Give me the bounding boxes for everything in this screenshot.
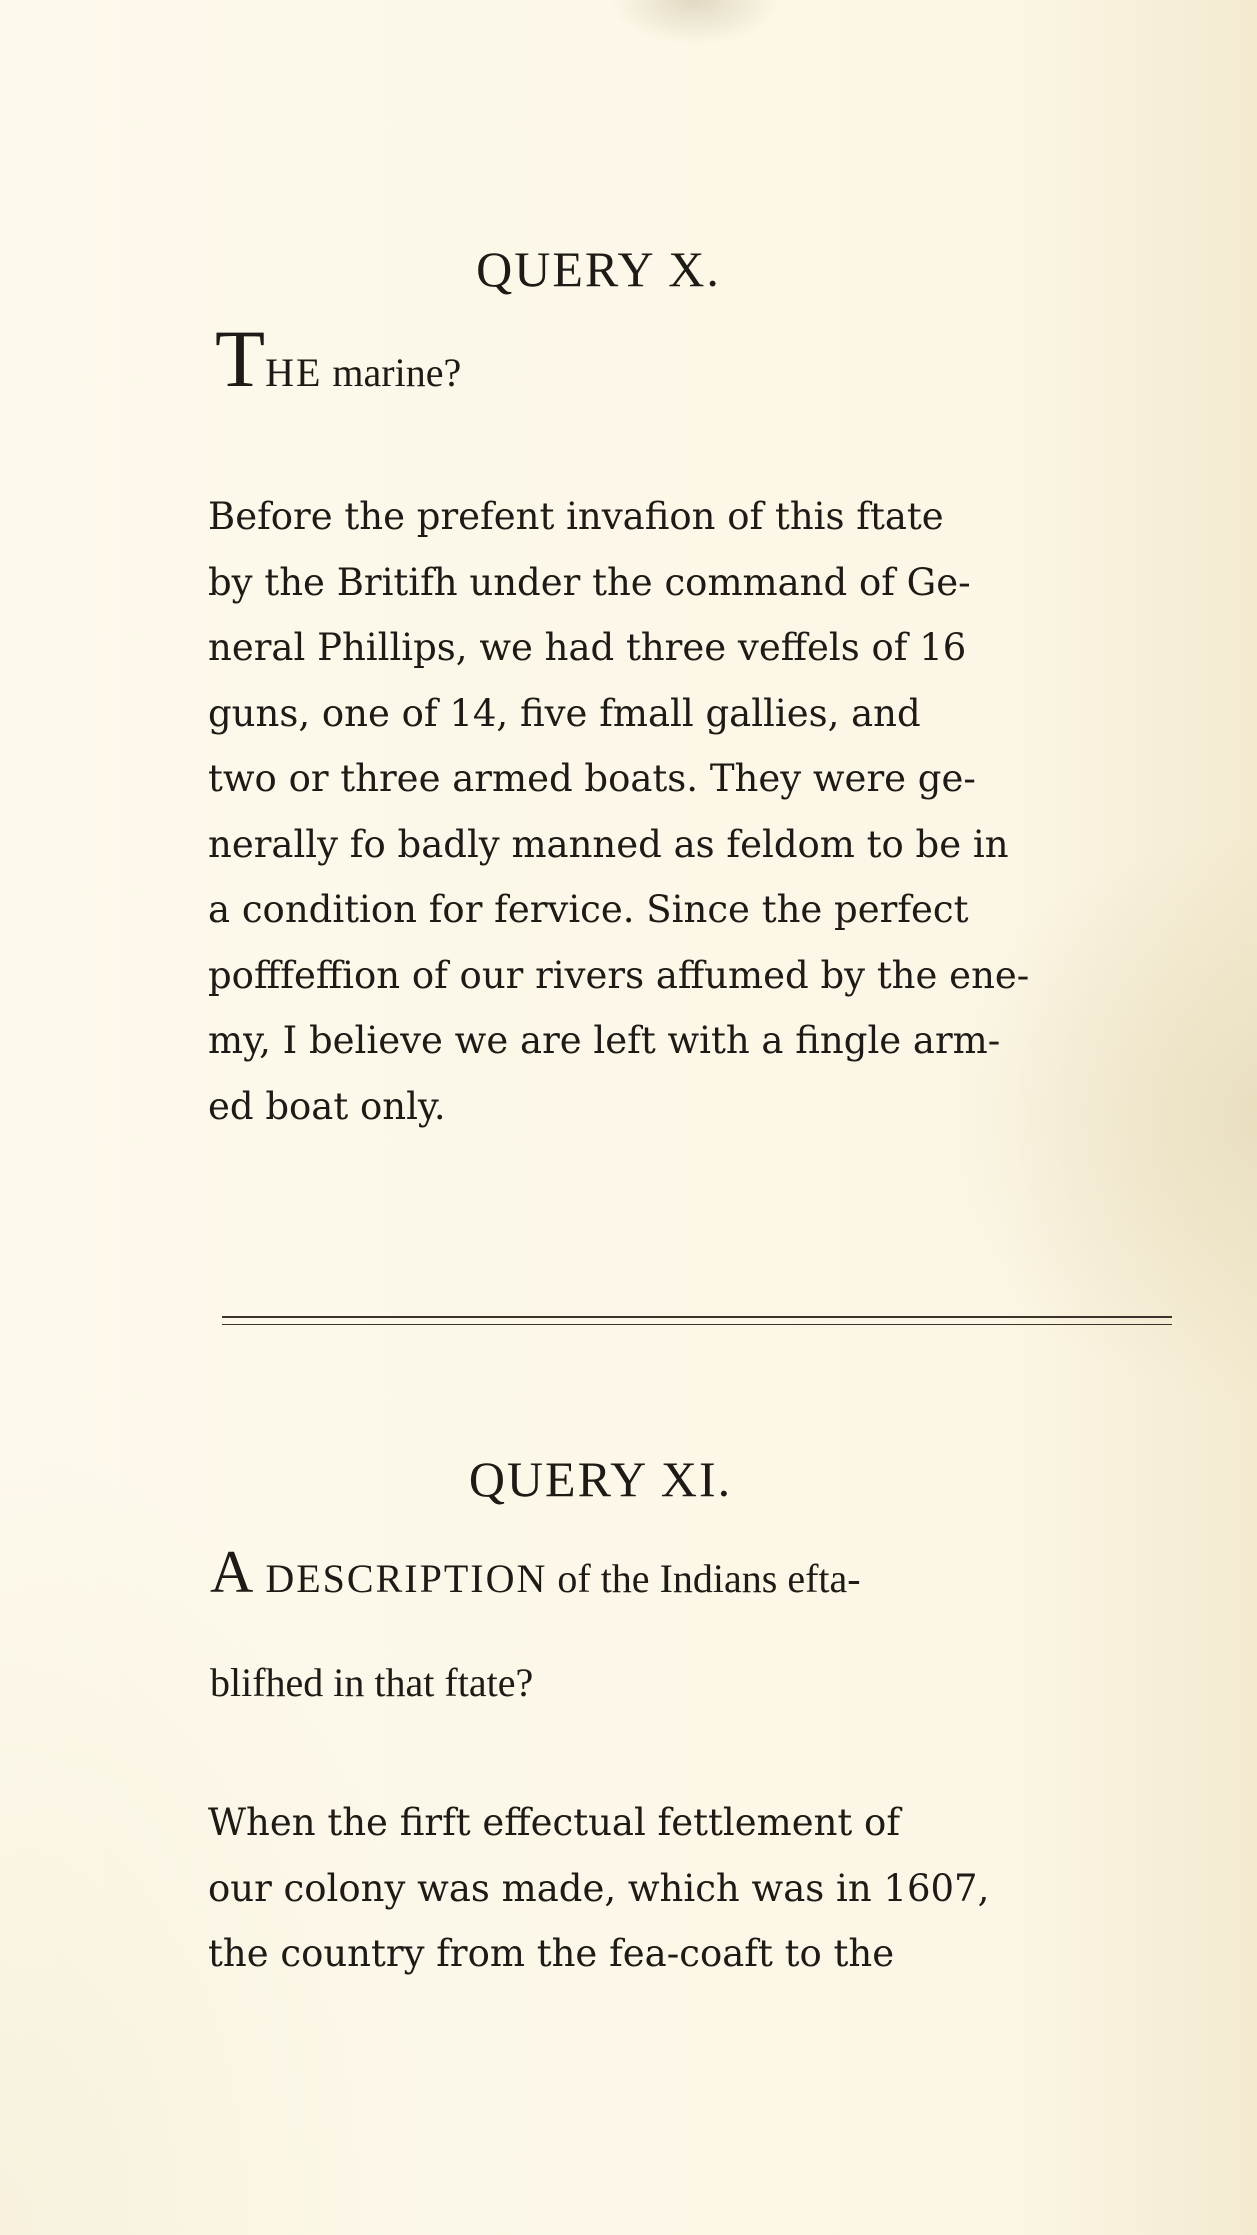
question-text: of the Indians efta- [547, 1556, 861, 1601]
page-stain [610, 0, 780, 45]
question-text: marine? [322, 350, 462, 395]
text-line: nerally fo badly manned as feldom to be in [208, 822, 1009, 866]
text-line: the country from the fea-coaft to the [208, 1932, 895, 1975]
small-caps-text: HE [265, 350, 323, 395]
text-line: my, I believe we are left with a fingle arm- [208, 1019, 1001, 1062]
drop-capital: T [215, 313, 266, 404]
query-xi-question-cont [210, 1652, 533, 1714]
text-line: guns, one of 14, five fmall gallies, and [208, 691, 921, 735]
query-x-question [215, 313, 462, 404]
drop-capital: A [210, 1539, 254, 1605]
question-text: blifhed in that ftate? [210, 1660, 534, 1705]
section-divider [222, 1316, 1172, 1325]
text-line: by the Britifh under the command of Ge- [208, 560, 971, 604]
text-line: When the firft effectual fettlement of [208, 1801, 901, 1844]
query-xi-heading: QUERY XI. [468, 1451, 733, 1507]
small-caps-text: DESCRIPTION [253, 1556, 548, 1601]
text-line: Before the prefent invafion of this ftate [208, 495, 944, 538]
text-line: our colony was made, which was in 1607, [208, 1866, 990, 1910]
query-x-heading: QUERY X. [476, 241, 721, 297]
text-line: a condition for fervice. Since the perfect [208, 888, 969, 931]
text-line: neral Phillips, we had three veffels of 16 [208, 626, 967, 669]
text-line: ed boat only. [208, 1084, 446, 1128]
text-line: two or three armed boats. They were ge- [208, 757, 976, 800]
query-xi-answer [208, 1790, 1188, 1987]
query-xi-question [210, 1539, 861, 1610]
text-line: pofffeffion of our rivers affumed by the ene- [208, 953, 1030, 997]
query-x-answer [208, 484, 1188, 1139]
